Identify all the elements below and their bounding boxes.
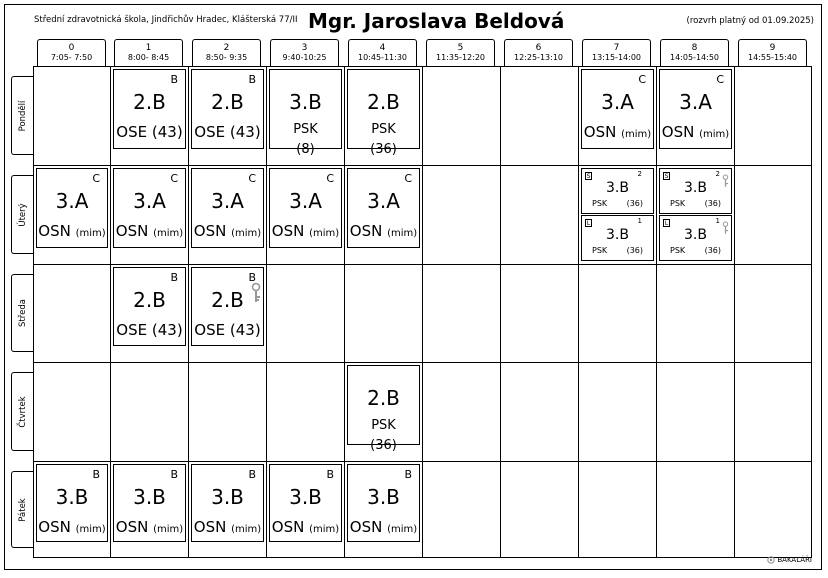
lesson-room: C — [248, 172, 256, 185]
day-header-1 — [11, 175, 33, 254]
grid-vline — [734, 66, 735, 558]
period-number: 7 — [613, 43, 620, 53]
lesson-class: 3.A — [289, 189, 322, 213]
split-lesson-ut7b[interactable] — [581, 215, 654, 261]
lesson-group: (36) — [704, 246, 721, 255]
lesson-number: 1 — [715, 217, 720, 225]
lesson-subject-code: OSN — [193, 222, 227, 240]
lesson-group: (43) — [151, 123, 183, 141]
validity-note: (rozvrh platný od 01.09.2025) — [686, 16, 814, 26]
period-number: 5 — [457, 43, 464, 53]
bakalari-logo-text: BAKALÁŘI — [777, 556, 812, 564]
lesson-subject — [270, 518, 341, 536]
lesson-tag: L — [664, 220, 669, 227]
lesson-subject: PSK — [670, 199, 686, 208]
lesson-room: C — [638, 73, 646, 86]
lesson-subject-code: OSN — [349, 518, 383, 536]
lesson-group: (43) — [151, 321, 183, 339]
lesson-tag: S — [664, 173, 669, 180]
lesson-subject-code: OSE — [194, 321, 226, 339]
key-icon — [722, 220, 729, 239]
lesson-cell-po7[interactable] — [581, 69, 654, 149]
lesson-subject-code: OSN — [193, 518, 227, 536]
grid-hline — [33, 362, 812, 363]
day-header-0 — [11, 76, 33, 155]
lesson-group: (36) — [370, 142, 397, 157]
lesson-subject-code: OSE — [194, 123, 226, 141]
lesson-class: 3.B — [684, 227, 707, 243]
lesson-subject — [348, 518, 419, 536]
lesson-class: 2.B — [133, 90, 166, 114]
lesson-room: C — [404, 172, 412, 185]
split-lesson-ut8b[interactable] — [659, 215, 732, 261]
day-label: Pondělí — [17, 100, 28, 131]
lesson-group: (mim) — [153, 228, 184, 239]
lesson-class: 3.A — [55, 189, 89, 213]
lesson-subject: PSK — [293, 122, 318, 137]
period-time: 8:00- 8:45 — [127, 53, 170, 62]
lesson-room: B — [248, 468, 256, 481]
lesson-subject-code: OSN — [349, 222, 383, 240]
lesson-class: 3.B — [289, 485, 322, 509]
period-number: 0 — [68, 43, 75, 53]
day-label: Středa — [17, 299, 28, 327]
lesson-group: (36) — [704, 199, 721, 208]
period-time: 9:40-10:25 — [282, 53, 327, 62]
grid-hline — [33, 165, 812, 166]
lesson-cell-po8[interactable] — [659, 69, 732, 149]
lesson-class: 3.A — [133, 189, 166, 213]
lesson-room: B — [92, 468, 100, 481]
period-number: 4 — [379, 43, 386, 53]
period-header-5 — [426, 39, 495, 67]
lesson-group: (mim) — [75, 228, 106, 239]
grid-vline — [110, 66, 111, 558]
period-header-3 — [270, 39, 339, 67]
lesson-group: (mim) — [231, 524, 262, 535]
period-time: 7:05- 7:50 — [50, 53, 93, 62]
lesson-subject — [37, 518, 107, 536]
lesson-subject — [37, 222, 107, 240]
lesson-group: (mim) — [231, 228, 262, 239]
period-time: 8:50- 9:35 — [205, 53, 248, 62]
period-time: 13:15-14:00 — [592, 53, 641, 62]
lesson-subject-code: OSN — [271, 518, 305, 536]
lesson-number: 2 — [715, 170, 720, 178]
period-time: 12:25-13:10 — [514, 53, 563, 62]
lesson-group: (43) — [229, 123, 261, 141]
lesson-cell-po4[interactable] — [347, 69, 420, 157]
grid-vline — [422, 66, 423, 558]
lesson-class: 3.B — [367, 485, 400, 509]
day-label: Čtvrtek — [17, 395, 28, 428]
lesson-class: 2.B — [367, 90, 400, 114]
day-header-4 — [11, 471, 33, 548]
lesson-number: 2 — [637, 170, 642, 178]
period-number: 6 — [535, 43, 542, 53]
period-header-4 — [348, 39, 417, 67]
grid-vline — [656, 66, 657, 558]
lesson-group: (8) — [296, 142, 315, 157]
lesson-subject — [348, 222, 419, 240]
lesson-class: 3.A — [679, 90, 712, 114]
period-number: 9 — [769, 43, 776, 53]
grid-vline — [266, 66, 267, 558]
day-label: Úterý — [17, 202, 28, 227]
period-time: 11:35-12:20 — [436, 53, 485, 62]
lesson-subject — [114, 518, 185, 536]
bakalari-logo — [767, 556, 812, 564]
lesson-subject-code: OSN — [115, 518, 149, 536]
lesson-cell-ut1[interactable] — [113, 168, 186, 248]
lesson-subject — [270, 222, 341, 240]
lesson-cell-ut0[interactable] — [36, 168, 108, 248]
lesson-class: 3.B — [684, 180, 707, 196]
grid-hline — [33, 264, 812, 265]
period-number: 3 — [301, 43, 308, 53]
lesson-group: (mim) — [153, 524, 184, 535]
lesson-subject-code: OSN — [271, 222, 305, 240]
period-header-9 — [738, 39, 807, 67]
period-header-6 — [504, 39, 573, 67]
period-number: 8 — [691, 43, 698, 53]
lesson-cell-ut2[interactable] — [191, 168, 264, 248]
lesson-cell-pa3[interactable] — [269, 464, 342, 542]
lesson-class: 2.B — [133, 288, 166, 312]
period-header-7 — [582, 39, 651, 67]
lesson-subject-code: OSE — [116, 123, 148, 141]
grid-vline — [188, 66, 189, 558]
lesson-subject-code: OSN — [583, 123, 617, 141]
day-label: Pátek — [17, 497, 28, 522]
lesson-number: 1 — [637, 217, 642, 225]
period-number: 2 — [223, 43, 230, 53]
lesson-cell-po3[interactable] — [269, 69, 342, 157]
lesson-class: 2.B — [211, 90, 244, 114]
lesson-class: 3.B — [55, 485, 89, 509]
period-header-8 — [660, 39, 729, 67]
lesson-group: (36) — [370, 438, 397, 453]
lesson-room: B — [170, 73, 178, 86]
lesson-subject — [114, 222, 185, 240]
lesson-subject — [114, 123, 185, 141]
lesson-group: (mim) — [75, 524, 106, 535]
lesson-group: (36) — [626, 246, 643, 255]
period-time: 14:55-15:40 — [748, 53, 797, 62]
lesson-room: C — [170, 172, 178, 185]
lesson-cell-ct4[interactable] — [347, 365, 420, 453]
lesson-cell-st1[interactable] — [113, 267, 186, 346]
lesson-cell-ut4[interactable] — [347, 168, 420, 248]
lesson-class: 2.B — [367, 386, 400, 410]
lesson-cell-pa1[interactable] — [113, 464, 186, 542]
lesson-subject: PSK — [371, 418, 396, 433]
key-icon — [722, 173, 729, 192]
lesson-subject: PSK — [670, 246, 686, 255]
lesson-room: B — [248, 271, 256, 284]
lesson-room: C — [716, 73, 724, 86]
day-header-3 — [11, 372, 33, 451]
period-header-0 — [37, 39, 106, 67]
period-time: 10:45-11:30 — [358, 53, 407, 62]
lesson-tag: L — [586, 220, 591, 227]
period-number: 1 — [145, 43, 152, 53]
split-lesson-ut7a[interactable] — [581, 168, 654, 214]
period-time: 14:05-14:50 — [670, 53, 719, 62]
day-header-2 — [11, 274, 33, 352]
grid-vline — [500, 66, 501, 558]
lesson-room: B — [326, 468, 334, 481]
lesson-cell-pa0[interactable] — [36, 464, 108, 542]
lesson-group: (36) — [626, 199, 643, 208]
lesson-cell-pa4[interactable] — [347, 464, 420, 542]
lesson-class: 3.B — [289, 90, 322, 114]
lesson-subject-code: OSN — [38, 222, 71, 240]
lesson-class: 3.B — [606, 180, 629, 196]
split-lesson-ut8a[interactable] — [659, 168, 732, 214]
lesson-cell-po2[interactable] — [191, 69, 264, 149]
grid-vline — [578, 66, 579, 558]
lesson-room: B — [170, 271, 178, 284]
lesson-subject — [192, 518, 263, 536]
lesson-class: 3.B — [211, 485, 244, 509]
lesson-room: B — [248, 73, 256, 86]
lesson-class: 2.B — [211, 288, 244, 312]
lesson-subject — [582, 123, 653, 141]
lesson-room: B — [170, 468, 178, 481]
lesson-subject-code: OSE — [116, 321, 148, 339]
lesson-class: 3.A — [211, 189, 244, 213]
lesson-group: (mim) — [309, 228, 340, 239]
lesson-subject — [114, 321, 185, 339]
lesson-class: 3.A — [367, 189, 400, 213]
lesson-subject-code: OSN — [38, 518, 71, 536]
school-name: Střední zdravotnická škola, Jindřichův Hradec, Klášterská 77/II — [34, 15, 298, 25]
teacher-name-title: Mgr. Jaroslava Beldová — [308, 9, 565, 33]
lesson-group: (mim) — [387, 524, 418, 535]
lesson-subject: PSK — [371, 122, 396, 137]
bakalari-logo-icon — [767, 556, 775, 564]
lesson-subject — [192, 123, 263, 141]
lesson-class: 3.B — [133, 485, 166, 509]
lesson-cell-st2[interactable] — [191, 267, 264, 346]
period-header-2 — [192, 39, 261, 67]
lesson-subject — [192, 321, 263, 339]
lesson-tag: S — [586, 173, 591, 180]
lesson-room: C — [92, 172, 100, 185]
lesson-group: (mim) — [699, 129, 730, 140]
lesson-subject-code: OSN — [661, 123, 695, 141]
period-header-1 — [114, 39, 183, 67]
lesson-group: (43) — [229, 321, 261, 339]
lesson-cell-ut3[interactable] — [269, 168, 342, 248]
grid-hline — [33, 461, 812, 462]
lesson-group: (mim) — [309, 524, 340, 535]
lesson-cell-pa2[interactable] — [191, 464, 264, 542]
lesson-subject-code: OSN — [115, 222, 149, 240]
lesson-group: (mim) — [387, 228, 418, 239]
lesson-room: C — [326, 172, 334, 185]
lesson-cell-po1[interactable] — [113, 69, 186, 149]
lesson-subject: PSK — [592, 246, 608, 255]
lesson-subject — [192, 222, 263, 240]
lesson-class: 3.A — [601, 90, 634, 114]
lesson-class: 3.B — [606, 227, 629, 243]
lesson-room: B — [404, 468, 412, 481]
grid-vline — [344, 66, 345, 558]
lesson-subject — [660, 123, 731, 141]
key-icon — [251, 282, 261, 308]
lesson-group: (mim) — [621, 129, 652, 140]
lesson-subject: PSK — [592, 199, 608, 208]
